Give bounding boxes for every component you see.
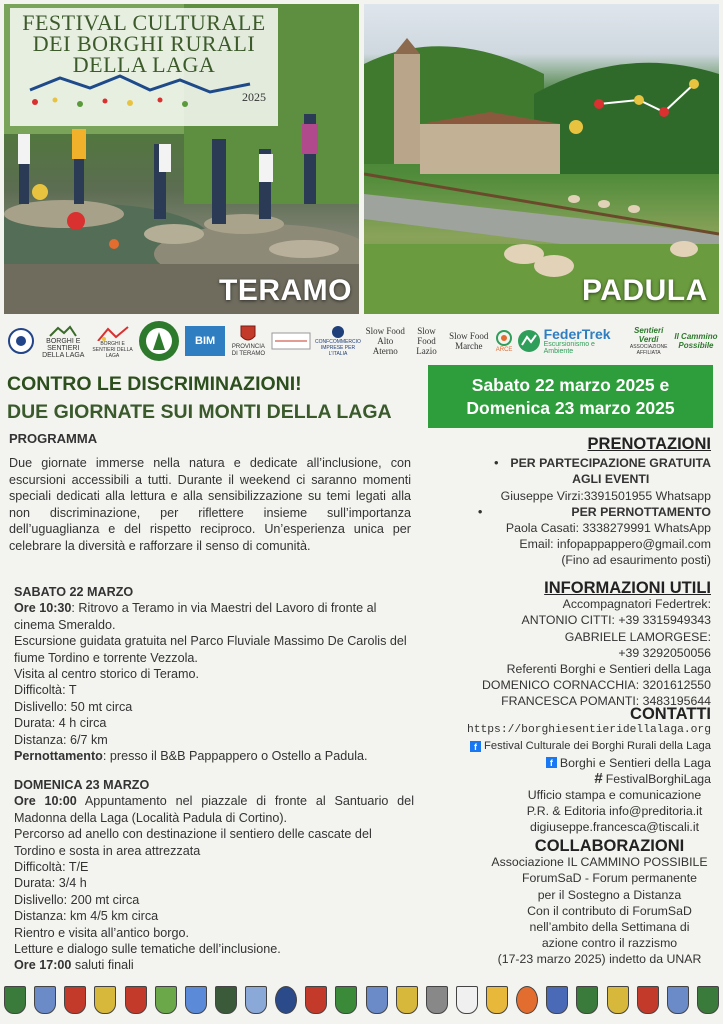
logo-crest-icon: [6, 323, 36, 359]
event-dates-box: [428, 365, 713, 428]
facebook-icon: f: [546, 757, 557, 768]
day1-title: SABATO 22 MARZO: [14, 585, 134, 599]
collab-line: azione contro il razzismo: [541, 936, 678, 951]
bullet-icon: •: [478, 504, 483, 519]
email-pappappero[interactable]: Email: infopappappero@gmail.com: [519, 537, 711, 552]
info-line[interactable]: FRANCESCA POMANTI: 3483195644: [501, 694, 711, 709]
logo-bim: [183, 323, 227, 359]
crest-icon: [34, 986, 56, 1014]
collab-line: per il Sostegno a Distanza: [537, 887, 682, 902]
bullet-free-events: [468, 455, 711, 487]
bullet2-text: PER PERNOTTAMENTO: [571, 504, 711, 519]
contact-casati[interactable]: Paola Casati: 3338279991 WhatsApp: [505, 521, 711, 536]
federtrek-icon: [517, 329, 540, 353]
logo-cammino-possibile: [674, 323, 718, 359]
day2-program: [14, 777, 414, 974]
municipal-crests-row: [4, 982, 719, 1018]
city-label-padula: PADULA: [582, 274, 708, 307]
festival-title-line3: DELLA LAGA: [72, 52, 216, 77]
crest-icon: [697, 986, 719, 1014]
contatti-heading: CONTATTI: [630, 705, 711, 723]
collab-line: nell’ambito della Settimana di: [529, 920, 690, 935]
logo-federtrek: [517, 323, 623, 359]
programma-heading: PROGRAMMA: [9, 431, 98, 446]
press-line: Ufficio stampa e comunicazione: [527, 788, 702, 803]
day2-meeting: [14, 793, 414, 826]
crest-icon: [335, 986, 357, 1014]
church-scene-illustration: [364, 4, 719, 314]
crest-icon: [366, 986, 388, 1014]
info-heading: INFORMAZIONI UTILI: [544, 579, 711, 597]
press-line[interactable]: digiuseppe.francesca@tiscali.it: [529, 820, 699, 835]
crest-icon: [215, 986, 237, 1014]
day1-overnight: [14, 748, 414, 764]
day2-distance: Distanza: km 4/5 km circa: [14, 909, 159, 924]
day2-duration: Durata: 3/4 h: [14, 876, 87, 891]
bullet-icon: •: [494, 456, 499, 471]
bullet-overnight: [468, 504, 711, 520]
crest-icon: [185, 986, 207, 1014]
partner-logos-row: [6, 318, 718, 364]
logo-slow-food-marche: Slow Food Marche: [449, 331, 489, 351]
day1-description: Escursione guidata gratuita nel Parco Fluviale Massimo De Carolis del fiume Tordino e torrente Vezzola.: [14, 634, 407, 665]
intro-paragraph: Due giornate immerse nella natura e dedicate all’inclusione, con escursioni accessibili a tutti. Durante il weekend ci saranno momenti speciali dedicati alla lettura e alla sensibilizzazione su temi legati alla non discriminazione, per riflettere insieme sull’importanza dell’uguaglianza e del rispetto reciproco. Un’esperienza unica per celebrare la diversità e rafforzare il senso di comunità.: [9, 456, 411, 553]
logo-provincia-teramo: [228, 323, 268, 359]
logo-sentieri-verdi: [625, 323, 673, 359]
crest-icon: [396, 986, 418, 1014]
crest-icon: [637, 986, 659, 1014]
date-line-1: Sabato 22 marzo 2025 e: [471, 374, 670, 395]
website-link[interactable]: [468, 722, 711, 738]
logo-text: BORGHI E SENTIERI DELLA LAGA: [42, 337, 85, 359]
crest-icon: [245, 986, 267, 1014]
subheadline: DUE GIORNATE SUI MONTI DELLA LAGA: [7, 401, 392, 423]
collaborazioni-heading: COLLABORAZIONI: [534, 837, 685, 855]
logo-confcommercio: [313, 323, 363, 359]
festival-year: 2025: [242, 90, 266, 104]
day1-visit: Visita al centro storico di Teramo.: [14, 667, 200, 682]
day1-meeting: [14, 600, 414, 633]
bullet-free-text: [510, 455, 711, 487]
logo-arce: [492, 323, 516, 359]
website-url[interactable]: https://borghiesentieridellalaga.org: [466, 724, 711, 737]
overnight-label: Pernottamento: [14, 749, 103, 764]
day2-end-text: saluti finali: [71, 958, 134, 973]
overnight-text: : presso il B&B Pappappero o Ostello a Padula.: [102, 749, 368, 764]
day1-elevation: Dislivello: 50 mt circa: [14, 699, 133, 714]
day2-title: DOMENICA 23 MARZO: [14, 778, 150, 792]
festival-logo-box: [10, 8, 278, 126]
facebook-borghi-name[interactable]: Borghi e Sentieri della Laga: [559, 755, 711, 770]
collab-line: (17-23 marzo 2025) indetto da UNAR: [497, 952, 702, 967]
prenotazioni-section: [468, 436, 711, 569]
crest-icon: [607, 986, 629, 1014]
day2-elevation: Dislivello: 200 mt circa: [14, 892, 140, 907]
day2-readings: Letture e dialogo sulle tematiche dell’inclusione.: [14, 942, 281, 957]
day1-duration: Durata: 4 h circa: [14, 716, 107, 731]
day2-meet-text: Appuntamento nel piazzale di fronte al Santuario del Madonna della Laga (Località Padula di Cortino).: [14, 794, 414, 825]
photo-teramo: [4, 4, 359, 314]
info-line: Accompagnatori Federtrek:: [562, 597, 711, 612]
logo-slow-food-lazio: Slow Food Lazio: [416, 326, 437, 356]
logo-text: Sentieri Verdi: [633, 326, 664, 344]
crest-icon: [426, 986, 448, 1014]
info-line: Referenti Borghi e Sentieri della Laga: [506, 662, 711, 677]
logo-text: CONFCOMMERCIO IMPRESE PER L'ITALIA: [315, 339, 361, 357]
logo-borghi-sentieri: [37, 323, 89, 359]
crest-icon: [516, 986, 538, 1014]
availability-note: (Fino ad esaurimento posti): [561, 553, 711, 568]
bullet1-line1: PER PARTECIPAZIONE GRATUITA: [510, 456, 711, 471]
info-line: GABRIELE LAMORGESE:: [564, 629, 711, 644]
day2-end-time: Ore 17:00: [14, 958, 72, 973]
crest-icon: [275, 986, 297, 1014]
crest-icon: [576, 986, 598, 1014]
federtrek-label: FederTrek: [543, 326, 611, 342]
facebook-festival-name[interactable]: Festival Culturale dei Borghi Rurali della Laga: [484, 740, 711, 753]
bullet1-line2: AGLI EVENTI: [572, 472, 650, 487]
federtrek-sub: Escursionismo e Ambiente: [543, 341, 595, 355]
festival-title-line2: DEI BORGHI RURALI: [32, 31, 256, 56]
day1-distance: Distanza: 6/7 km: [14, 732, 108, 747]
logo-text: ASSOCIAZIONE AFFILIATA: [629, 344, 668, 356]
day2-time: Ore 10:00: [14, 794, 77, 809]
crest-icon: [546, 986, 568, 1014]
facebook-festival-link[interactable]: [468, 738, 711, 754]
date-line-2: Domenica 23 marzo 2025: [466, 397, 675, 418]
logo-text: Il Cammino Possibile: [674, 332, 718, 350]
crest-icon: [94, 986, 116, 1014]
crest-icon: [456, 986, 478, 1014]
logo-parco-nazionale-icon: [136, 323, 182, 359]
crest-icon: [125, 986, 147, 1014]
day1-difficulty: Difficoltà: T: [14, 683, 77, 698]
facebook-icon: f: [470, 741, 481, 752]
bim-label: BIM: [185, 326, 225, 356]
collab-line: Associazione IL CAMMINO POSSIBILE: [491, 855, 708, 870]
crest-icon: [4, 986, 26, 1014]
collab-line: ForumSaD - Forum permanente: [522, 871, 697, 886]
hashtag-icon: #: [594, 769, 603, 787]
press-line[interactable]: P.R. & Editoria info@preditoria.it: [526, 804, 703, 819]
contact-virzi[interactable]: Giuseppe Virzi:3391501955 Whatsapp: [500, 488, 711, 503]
info-line[interactable]: +39 3292050056: [618, 645, 711, 660]
prenotazioni-heading: PRENOTAZIONI: [587, 435, 711, 453]
day1-program: [14, 584, 414, 764]
logo-borghi-sentieri-2: [91, 323, 135, 359]
info-line[interactable]: DOMENICO CORNACCHIA: 3201612550: [482, 678, 711, 693]
hashtag-row[interactable]: [468, 771, 711, 787]
info-line[interactable]: ANTONIO CITTI: +39 3315949343: [521, 613, 711, 628]
headline: CONTRO LE DISCRIMINAZIONI!: [7, 373, 302, 395]
day1-meet-text: : Ritrovo a Teramo in via Maestri del Lavoro di fronte al cinema Smeraldo.: [14, 601, 377, 632]
contatti-section: [468, 706, 711, 836]
collab-line: Con il contributo di ForumSaD: [527, 903, 692, 918]
crest-icon: [64, 986, 86, 1014]
day1-time: Ore 10:30: [14, 601, 72, 616]
day2-description: Percorso ad anello con destinazione il sentiero delle cascate del Tordino e sosta in area attrezzata: [14, 827, 372, 858]
crest-icon: [305, 986, 327, 1014]
day2-difficulty: Difficoltà: T/E: [14, 860, 89, 875]
logo-slow-food-alto-aterno: Slow Food Alto Aterno: [365, 326, 405, 356]
logo-text: ARCE: [495, 347, 513, 353]
collaborazioni-section: [468, 838, 711, 968]
hashtag-text[interactable]: FestivalBorghiLaga: [605, 771, 711, 786]
logo-text: PROVINCIA DI TERAMO: [231, 344, 266, 357]
crest-icon: [667, 986, 689, 1014]
day2-end: [14, 957, 414, 973]
logo-text: BORGHI E SENTIERI DELLA LAGA: [92, 341, 133, 359]
info-section: [468, 580, 711, 710]
photo-padula: [364, 4, 719, 314]
crest-icon: [155, 986, 177, 1014]
festival-title-line1: FESTIVAL CULTURALE: [22, 10, 266, 35]
logo-regione-icon: [270, 323, 312, 359]
day2-return: Rientro e visita all’antico borgo.: [14, 925, 190, 940]
city-label-teramo: TERAMO: [219, 274, 352, 307]
facebook-borghi-link[interactable]: [468, 755, 711, 771]
mountain-line-icon: [10, 70, 278, 110]
crest-icon: [486, 986, 508, 1014]
